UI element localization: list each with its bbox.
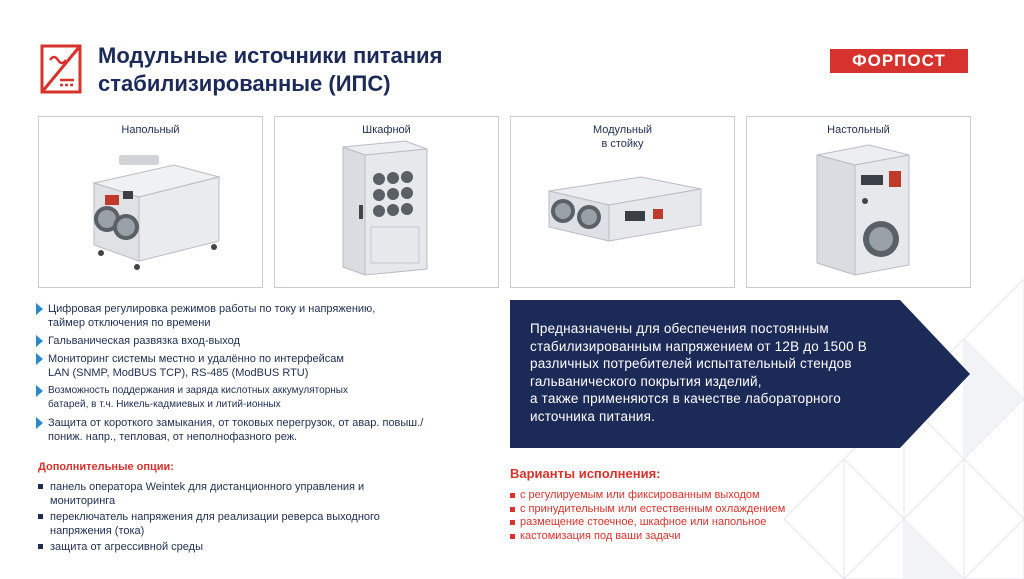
page-title xyxy=(98,42,442,98)
square-bullet-icon xyxy=(38,544,43,549)
option-text: защита от агрессивной среды xyxy=(50,541,203,553)
variant-item xyxy=(510,503,785,517)
option-text: переключатель напряжения для реализации реверса выходного xyxy=(50,511,380,523)
rack-unit-image xyxy=(541,169,706,249)
option-item xyxy=(38,480,478,508)
power-supply-icon xyxy=(40,44,84,96)
variants-list xyxy=(510,489,785,543)
product-card-rack xyxy=(510,116,735,288)
feature-text: таймер отключения по времени xyxy=(48,317,211,329)
feature-item xyxy=(36,302,506,330)
square-bullet-icon xyxy=(510,520,515,525)
option-item xyxy=(38,540,478,554)
variant-item xyxy=(510,516,785,530)
bullet-icon xyxy=(36,417,43,429)
bullet-icon xyxy=(36,385,43,397)
feature-item xyxy=(36,384,506,412)
feature-item xyxy=(36,352,506,380)
brand-logo: ФОРПОСТ xyxy=(830,49,968,73)
product-card-floor xyxy=(38,116,263,288)
variant-text: с регулируемым или фиксированным выходом xyxy=(520,489,760,501)
variant-item xyxy=(510,530,785,544)
page-title-line1: Модульные источники питания xyxy=(98,43,443,68)
variant-text: с принудительным или естественным охлаждением xyxy=(520,502,786,515)
variant-text: размещение стоечное, шкафное или напольное xyxy=(520,516,767,528)
square-bullet-icon xyxy=(510,534,515,539)
feature-text: Мониторинг системы местно и удалённо по интерфейсам xyxy=(48,353,344,365)
purpose-line: гальванического покрытия изделий, xyxy=(530,373,762,389)
feature-text: Цифровая регулировка режимов работы по току и напряжению, xyxy=(48,303,376,315)
product-label: Настольный xyxy=(827,124,890,136)
variant-item xyxy=(510,489,785,503)
options-list xyxy=(38,480,478,556)
square-bullet-icon xyxy=(510,493,515,498)
feature-text: пониж. напр., тепловая, от неполнофазного реж. xyxy=(48,431,298,443)
bullet-icon xyxy=(36,335,43,347)
variants-title: Варианты исполнения: xyxy=(510,466,661,481)
square-bullet-icon xyxy=(38,514,43,519)
feature-item xyxy=(36,334,506,348)
option-item xyxy=(38,510,478,538)
variant-text: кастомизация под ваши задачи xyxy=(520,529,681,542)
page-title-line2: стабилизированные (ИПС) xyxy=(98,71,391,96)
features-list xyxy=(36,302,506,448)
feature-item xyxy=(36,416,506,444)
purpose-text xyxy=(530,320,940,425)
purpose-line: различных потребителей испытательный стендов xyxy=(530,356,852,371)
product-card-cabinet xyxy=(274,116,499,288)
product-card-desktop xyxy=(746,116,971,288)
desktop-unit-image xyxy=(809,141,919,281)
feature-text: Гальваническая развязка вход-выход xyxy=(48,335,240,347)
purpose-line: Предназначены для обеспечения постоянным xyxy=(530,321,829,336)
square-bullet-icon xyxy=(510,507,515,512)
square-bullet-icon xyxy=(38,484,43,489)
product-label: Напольный xyxy=(121,124,180,136)
option-text: панель оператора Weintek для дистанционного управления и xyxy=(50,481,365,493)
purpose-line: источника питания. xyxy=(530,408,656,424)
options-title: Дополнительные опции: xyxy=(38,461,174,473)
floor-unit-image xyxy=(79,143,229,283)
purpose-line: а также применяются в качестве лабораторного xyxy=(530,391,841,406)
feature-text: батарей, в т.ч. Никель-кадмиевых и литий-ионных xyxy=(48,399,281,410)
feature-text: Возможность поддержания и заряда кислотных аккумуляторных xyxy=(48,385,348,396)
product-label: Шкафной xyxy=(362,124,411,136)
option-text: напряжения (тока) xyxy=(50,525,145,537)
product-label xyxy=(511,123,734,151)
purpose-line: стабилизированным напряжением от 12В до 1500 В xyxy=(530,338,867,354)
feature-text: Защита от короткого замыкания, от токовых перегрузок, от авар. повыш./ xyxy=(48,417,424,429)
option-text: мониторинга xyxy=(50,495,116,507)
cabinet-unit-image xyxy=(335,139,435,281)
bullet-icon xyxy=(36,353,43,365)
product-label-line1: Модульный xyxy=(592,124,653,136)
feature-text: LAN (SNMP, ModBUS TCP), RS-485 (ModBUS RTU) xyxy=(48,367,309,379)
bullet-icon xyxy=(36,303,43,315)
product-label-line2: в стойку xyxy=(601,138,644,150)
